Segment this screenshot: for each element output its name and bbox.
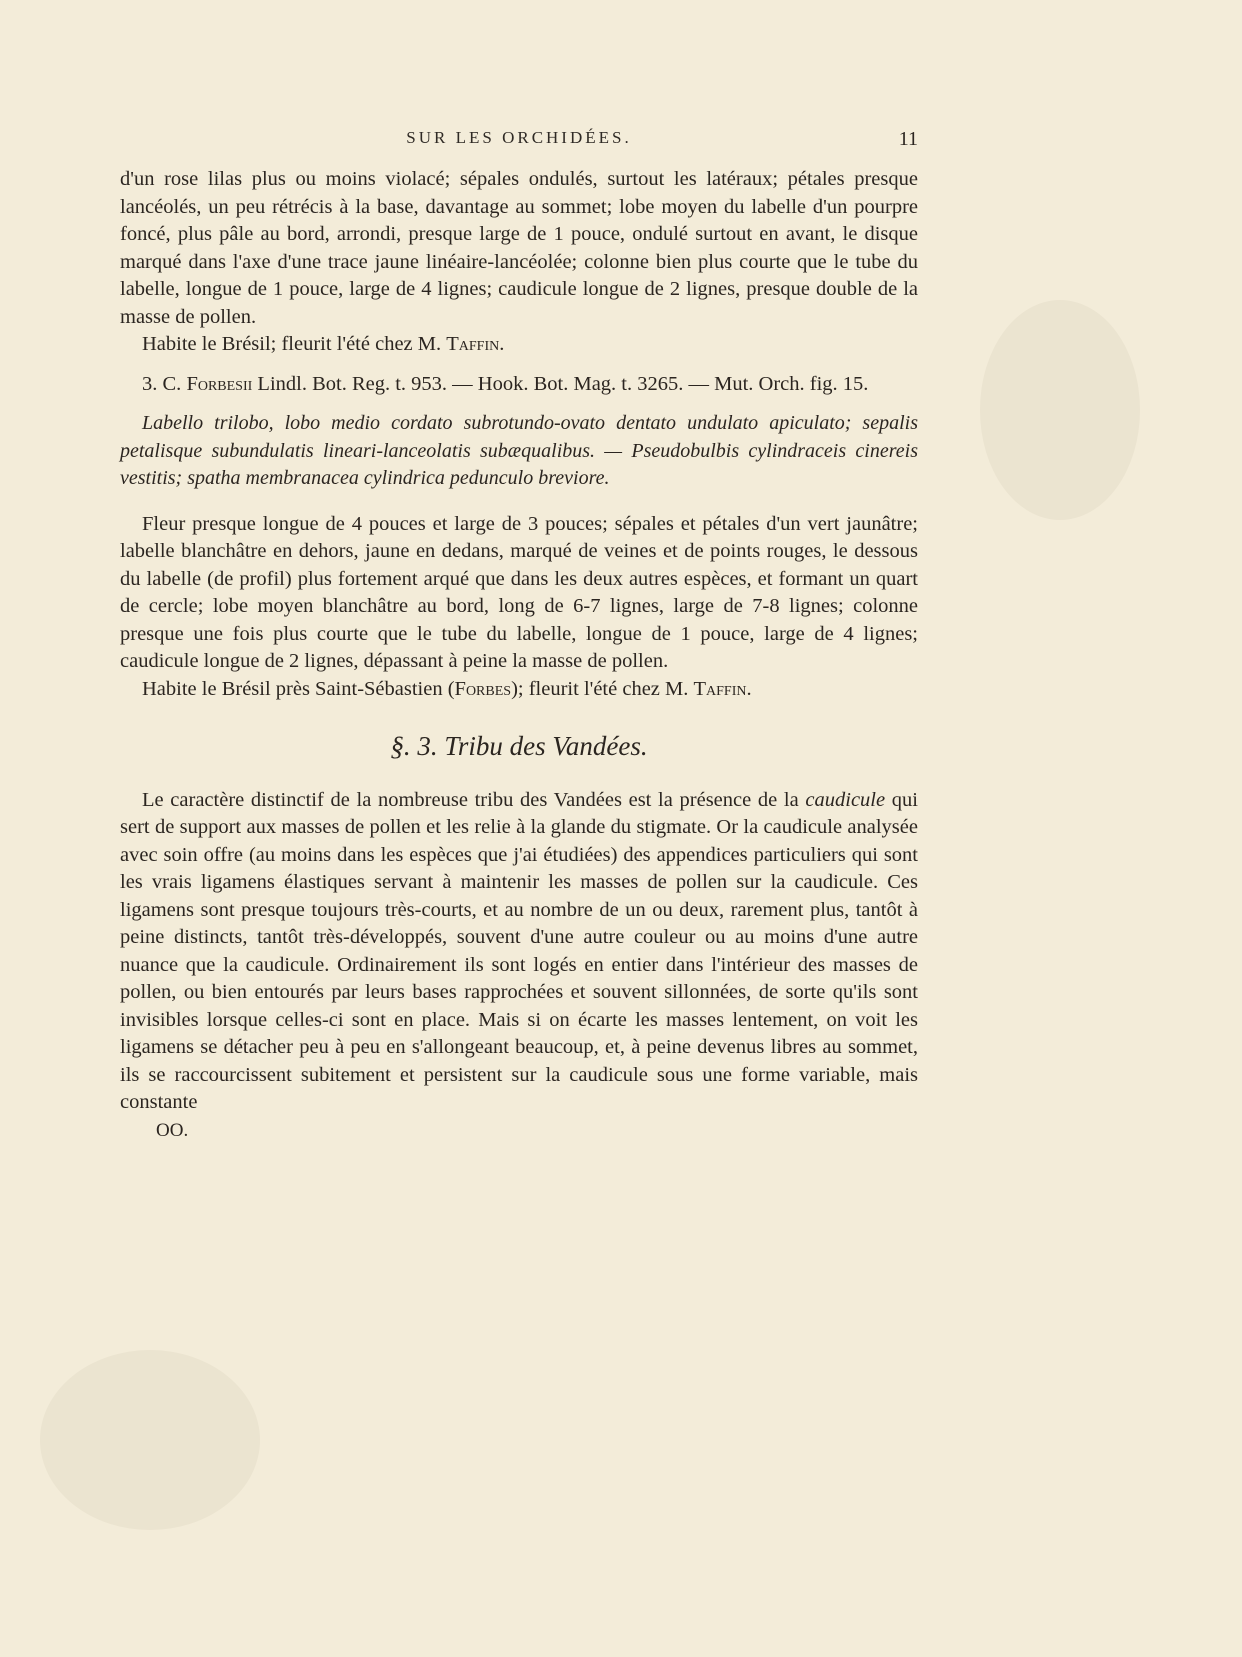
running-title: SUR LES ORCHIDÉES. [406,128,632,147]
author-name: Taffin [693,677,747,700]
species-entry: 3. C. Forbesii Lindl. Bot. Reg. t. 953. — Hook. Bot. Mag. t. 3265. — Mut. Orch. fig. 15. [142,372,869,395]
description-paragraph: Fleur presque longue de 4 pouces et large de 3 pouces; sépales et pétales d'un vert jaunâtre; labelle blanchâtre en dehors, jaune en dedans, marqué de veines et de points rouges, le dessous du labelle (de profil) plus fortement arqué que dans les deux autres espèces, et formant un quart de cercle; lobe moyen blanchâtre au bord, long de 6-7 lignes, large de 7-8 lignes; colonne presque une fois plus courte que le tube du labelle, longue de 1 pouce, large de 4 lignes; caudicule longue de 2 lignes, dépassant à peine la masse de pollen. [120,512,918,672]
section-heading: §. 3. Tribu des Vandées. [390,731,648,761]
collector-name: Forbes [454,677,512,700]
section-paragraph: Le caractère distinctif de la nombreuse tribu des Vandées est la présence de la caudicule qui sert de support aux masses de pollen et les relie à la glande du stigmate. Or la caudicule analysée avec soin offre (au moins dans les espèces que j'ai étudiées) des appendices particuliers qui sont les vrais ligamens élastiques servant à maintenir les masses de pollen sur la caudicule. Ces ligamens sont presque toujours très-courts, et au nombre de un ou deux, rarement plus, tantôt à peine distincts, tantôt très-développés, souvent d'une autre couleur ou au moins d'une autre nuance que la caudicule. Ordinairement ils sont logés en entier dans l'intérieur des masses de pollen, ou bien entourés par leurs bases rapprochées et souvent sillonnées, de sorte qu'ils sont invisibles lorsque celles-ci sont en place. Mais si on écarte les masses lentement, on voit les ligamens se détacher peu à peu en s'allongeant beaucoup, et, à peine devenus libres au sommet, ils se raccourcissent subitement et persistent sur la caudicule sous une forme variable, mais constante [120,788,918,1113]
habitat-line: Habite le Brésil; fleurit l'été chez M. Taffin. [142,333,505,355]
catchword: OO. [156,1119,189,1141]
page-header [120,128,918,156]
description-paragraph: d'un rose lilas plus ou moins violacé; sépales ondulés, surtout les latéraux; pétales presque lancéolés, un peu rétrécis à la base, davantage au sommet; lobe moyen du labelle d'un pourpre foncé, plus pâle au bord, arrondi, presque large de 1 pouce, ondulé surtout en avant, le disque marqué dans l'axe d'une trace jaune linéaire-lancéolée; colonne bien plus courte que le tube du labelle, longue de 1 pouce, large de 4 lignes; caudicule longue de 2 lignes, presque double de la masse de pollen. [120,168,918,328]
latin-diagnosis: Labello trilobo, lobo medio cordato subrotundo-ovato dentato undulato apiculato; sepalis petalisque subundulatis lineari-lanceolatis subæqualibus. — Pseudobulbis cylindraceis cinereis vestitis; spatha membranacea cylindrica pedunculo breviore. [120,412,918,489]
page-body [120,166,918,1144]
species-name: Forbesii [186,372,253,395]
page-number: 11 [898,128,918,150]
italic-term: caudicule [805,788,886,811]
habitat-line: Habite le Brésil près Saint-Sébastien (Forbes); fleurit l'été chez M. Taffin. [142,677,752,700]
paper-stain [980,300,1140,520]
author-name: Taffin [446,333,500,355]
paper-stain [40,1350,260,1530]
